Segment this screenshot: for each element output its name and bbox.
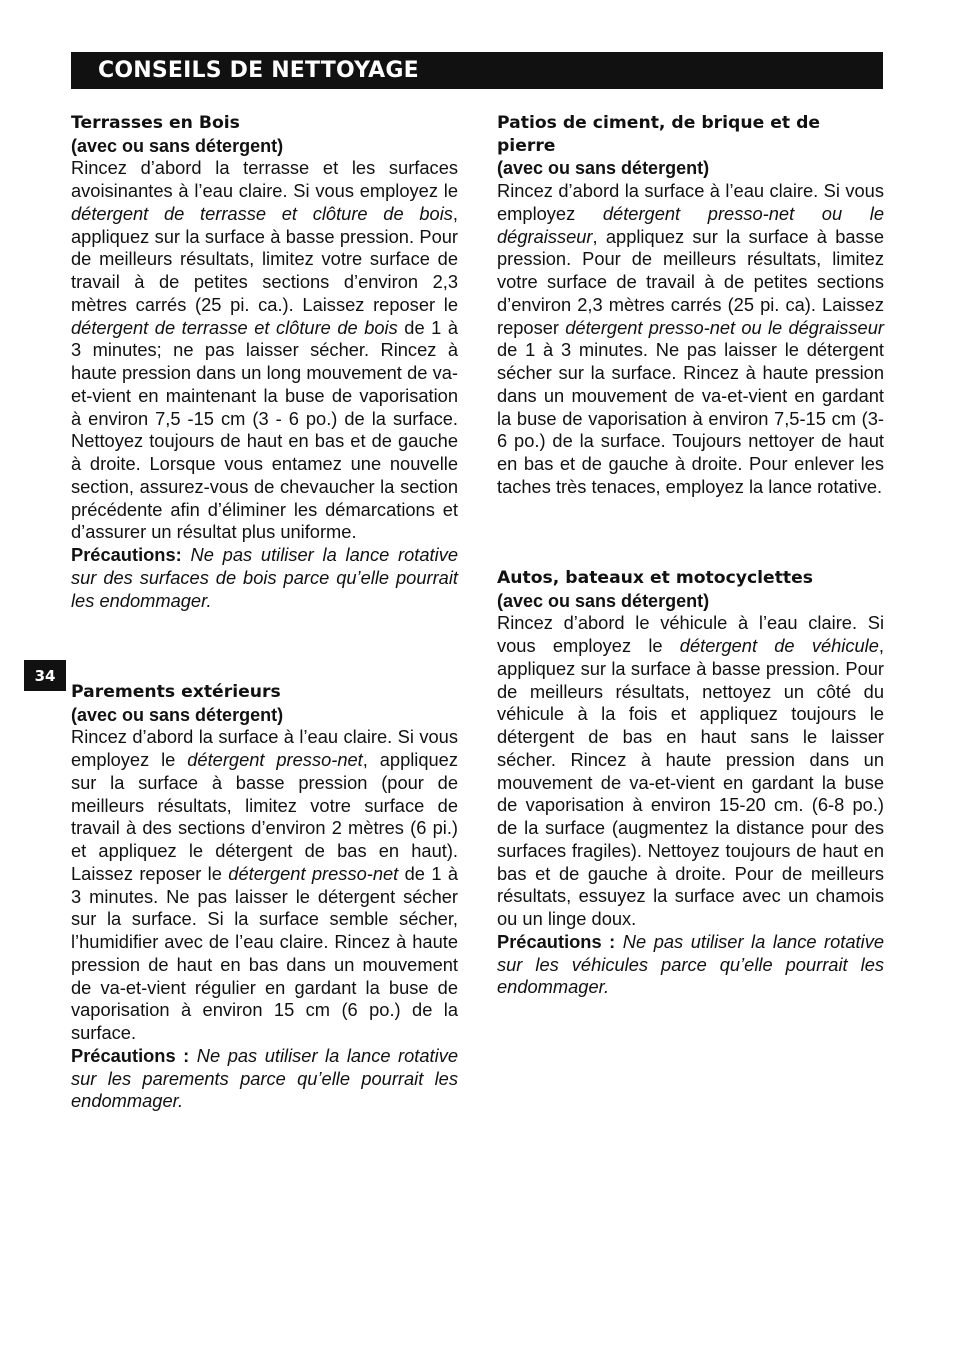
section-autos — [497, 567, 884, 999]
page-number-tab: 34 — [24, 660, 66, 691]
section-body: Rincez d’abord la terrasse et les surfaces avoisinantes à l’eau claire. Si vous employez le détergent de terrasse et clôture de bois, appliquez sur la surface à basse pression. Pour de meilleurs résultats, limitez votre surface de travail à de petites sections d’environ 2,3 mètres carrés (25 pi. ca.). Laissez reposer le détergent de terrasse et clôture de bois de 1 à 3 minutes; ne pas laisser sécher. Rincez à haute pression dans un long mouvement de va-et-vient en maintenant la buse de vaporisation à environ 7,5 -15 cm (3 - 6 po.) de la surface. Nettoyez toujours de haut en bas et de gauche à droite. Lorsque vous entamez une nouvelle section, assurez-vous de chevaucher la section précédente afin d’éliminer les démarcations et d’assurer un résultat plus uniforme. — [71, 157, 458, 543]
section-parements — [71, 681, 458, 1113]
section-subheading: (avec ou sans détergent) — [71, 704, 284, 725]
section-heading: Patios de ciment, de brique et de pierre — [497, 113, 821, 156]
section-subheading: (avec ou sans détergent) — [497, 590, 710, 611]
section-heading: Parements extérieurs — [71, 682, 281, 702]
section-heading: Terrasses en Bois — [71, 113, 240, 133]
section-subheading: (avec ou sans détergent) — [71, 135, 284, 156]
section-body: Rincez d’abord la surface à l’eau claire. Si vous employez détergent presso-net ou le dégraisseur, appliquez sur la surface à basse pression. Pour de meilleurs résultats, limitez votre surface de travail à de petites sections d’environ 2,3 mètres carrés (25 pi. ca). Laissez reposer détergent presso-net ou le dégraisseur de 1 à 3 minutes. Ne pas laisser le détergent sécher sur la surface. Rincez à haute pression dans un mouvement de va-et-vient en gardant la buse de vaporisation à environ 7,5-15 cm (3-6 po.) de la surface. Toujours nettoyer de haut en bas et de gauche à droite. Pour enlever les taches très tenaces, employez la lance rotative. — [497, 180, 884, 497]
page-title: CONSEILS DE NETTOYAGE — [98, 58, 419, 83]
section-heading: Autos, bateaux et motocyclettes — [497, 568, 814, 588]
section-patios — [497, 112, 884, 499]
caution-note: Précautions : Ne pas utiliser la lance rotative sur les parements parce qu’elle pourrait les endommager. — [71, 1044, 458, 1112]
section-body: Rincez d’abord la surface à l’eau claire. Si vous employez le détergent presso-net, appliquez sur la surface à basse pression (pour de meilleurs résultats, limitez votre surface de travail à des sections d’environ 2 mètres (6 pi.) et appliquez le détergent de bas en haut). Laissez reposer le détergent presso-net de 1 à 3 minutes. Ne pas laisser le détergent sécher sur la surface. Si la surface semble sécher, l’humidifier avec de l’eau claire. Rincez à haute pression de haut en bas dans un mouvement de va-et-vient régulier en gardant la buse de vaporisation à environ 15 cm (6 po.) de la surface. — [71, 726, 459, 1044]
section-title-bar — [71, 52, 883, 89]
caution-note: Précautions: Ne pas utiliser la lance rotative sur des surfaces de bois parce qu’elle pourrait les endommager. — [71, 544, 458, 611]
section-body: Rincez d’abord le véhicule à l’eau claire. Si vous employez le détergent de véhicule, appliquez sur la surface à basse pression. Pour de meilleurs résultats, nettoyez un côté du véhicule à la fois et appliquez toujours le détergent de bas en haut sans le laisser sécher. Rincez à haute pression dans un mouvement de va-et-vient en gardant la buse de vaporisation à environ 15-20 cm. (6-8 po.) de la surface (augmentez la distance pour des surfaces fragiles). Nettoyez toujours de haut en bas et de gauche à droite. Pour de meilleurs résultats, essuyez la surface avec un chamois ou un linge doux. — [497, 612, 884, 930]
section-subheading: (avec ou sans détergent) — [497, 158, 710, 179]
section-terrasses — [71, 112, 458, 612]
caution-note: Précautions : Ne pas utiliser la lance rotative sur les véhicules parce qu’elle pourrait les endommager. — [497, 930, 884, 998]
